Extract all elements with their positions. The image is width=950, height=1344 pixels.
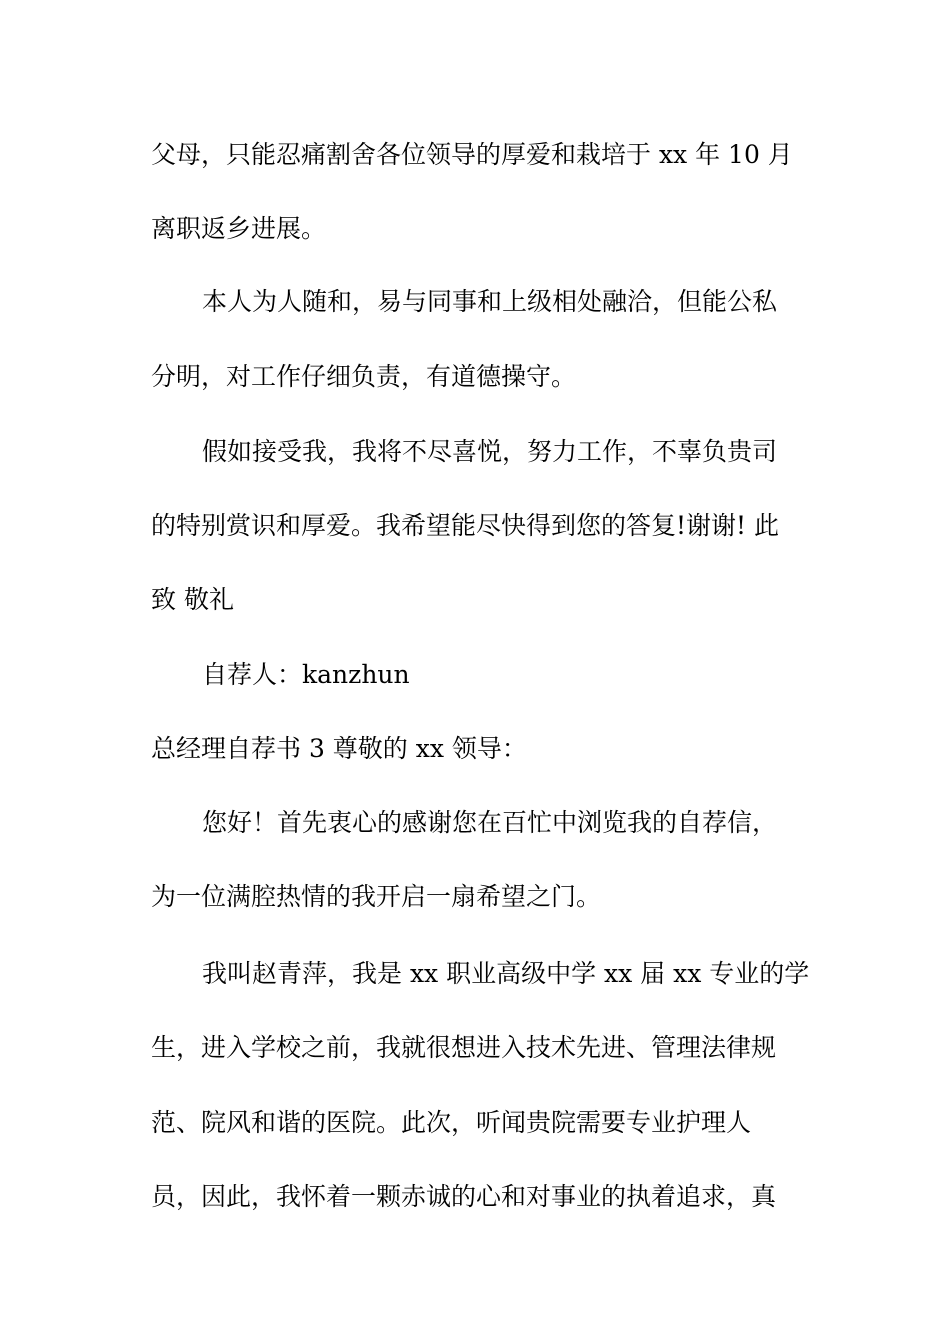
paragraph-first-line: 本人为人随和，易与同事和上级相处融洽，但能公私 [202,287,778,316]
text-line: 分明，对工作仔细负责，有道德操守。 [151,362,577,391]
text-line: 离职返乡进展。 [151,214,327,243]
paragraph-first-line: 我叫赵青萍，我是 xx 职业高级中学 xx 届 xx 专业的学 [202,959,810,988]
text-line: 父母，只能忍痛割舍各位领导的厚爱和栽培于 xx 年 10 月 [151,140,793,169]
text-line: 员，因此，我怀着一颗赤诚的心和对事业的执着追求，真 [151,1182,777,1211]
paragraph-first-line: 假如接受我，我将不尽喜悦，努力工作，不辜负贵司 [202,437,778,466]
paragraph-first-line: 您好！首先衷心的感谢您在百忙中浏览我的自荐信， [202,808,778,837]
text-line: 致 敬礼 [151,585,234,614]
text-line: 生，进入学校之前，我就很想进入技术先进、管理法律规 [151,1033,777,1062]
section-heading: 总经理自荐书 3 尊敬的 xx 领导： [151,734,527,763]
text-line: 范、院风和谐的医院。此次，听闻贵院需要专业护理人 [151,1108,752,1137]
signature-line: 自荐人：kanzhun [202,660,410,689]
text-line: 为一位满腔热情的我开启一扇希望之门。 [151,882,602,911]
text-line: 的特别赏识和厚爱。我希望能尽快得到您的答复!谢谢! 此 [151,511,780,540]
